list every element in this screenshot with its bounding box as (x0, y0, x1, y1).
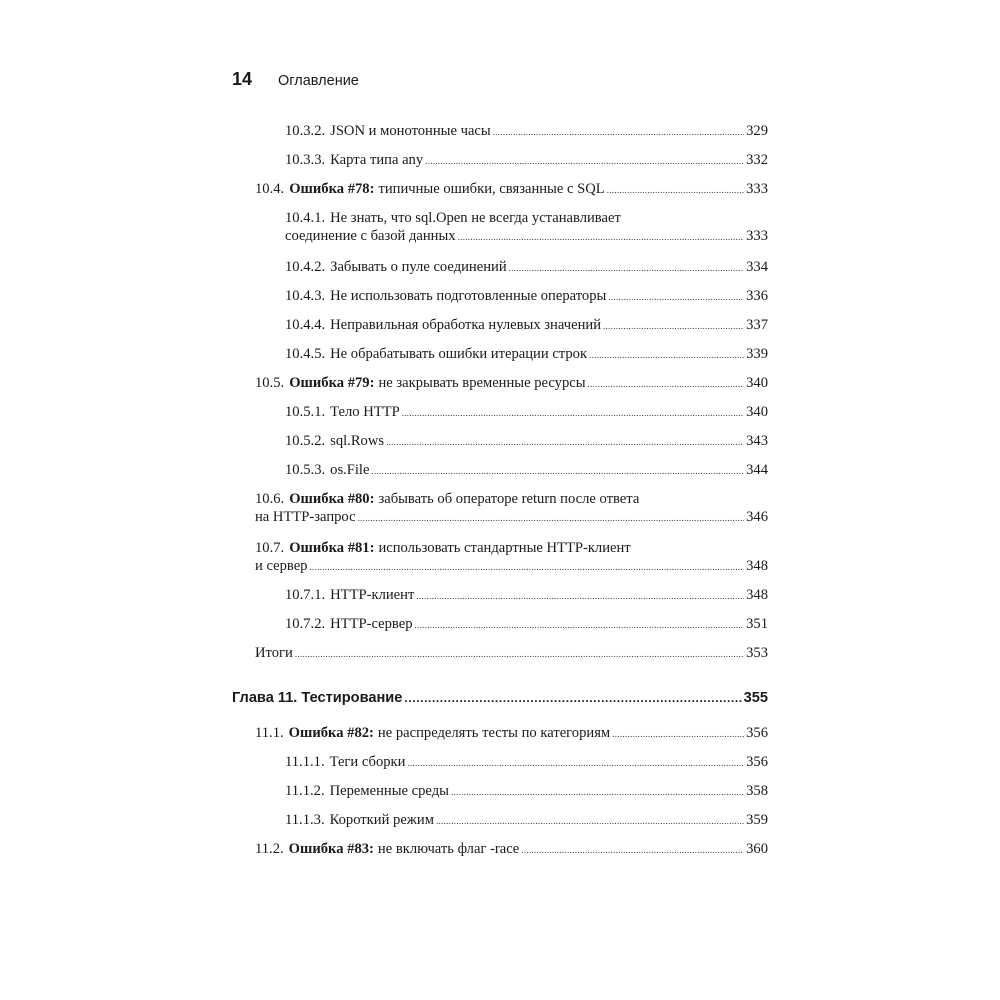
mistake-label: Ошибка #78: (289, 181, 375, 197)
dot-leader (509, 259, 744, 277)
entry-page: 353 (746, 645, 768, 661)
entry-page: 351 (746, 616, 768, 632)
dot-leader (371, 462, 744, 480)
entry-page: 333 (746, 228, 768, 244)
entry-page: 333 (746, 181, 768, 197)
entry-title: Переменные среды (329, 783, 449, 799)
entry-number: 10.4.2. (285, 259, 326, 275)
mistake-label: Ошибка #82: (288, 725, 374, 741)
dot-leader (402, 404, 744, 422)
entry-page: 329 (746, 123, 768, 139)
entry-number: 10.6. (255, 491, 285, 507)
dot-leader (603, 317, 744, 335)
entry-number: 11.1.3. (285, 812, 325, 828)
dot-leader (436, 812, 744, 830)
entry-page: 358 (746, 783, 768, 799)
entry-page: 332 (746, 152, 768, 168)
entry-number: 10.5.1. (285, 404, 326, 420)
entry-title: не включать флаг -race (377, 841, 520, 857)
running-head: Оглавление (278, 73, 359, 89)
dot-leader (608, 288, 744, 306)
dot-leader (458, 228, 745, 246)
entry-title: Теги сборки (329, 754, 406, 770)
dot-leader (607, 181, 744, 199)
toc-entry[interactable] (285, 345, 768, 364)
entry-page: 336 (746, 288, 768, 304)
dot-leader (416, 587, 744, 605)
dot-leader (407, 754, 744, 772)
toc-entry[interactable] (255, 539, 768, 576)
entry-page: 348 (746, 587, 768, 603)
entry-title-continued: и сервер (255, 558, 308, 574)
entry-title: Итоги (255, 645, 293, 661)
toc-entry[interactable] (255, 724, 768, 743)
mistake-label: Ошибка #83: (288, 841, 374, 857)
entry-title: Тело HTTP (330, 404, 400, 420)
entry-page: 344 (746, 462, 768, 478)
toc-entry[interactable] (285, 122, 768, 141)
toc-entry[interactable] (255, 490, 768, 527)
entry-number: 10.4. (255, 181, 285, 197)
entry-title: не закрывать временные ресурсы (378, 375, 586, 391)
entry-page: 334 (746, 259, 768, 275)
entry-title: JSON и монотонные часы (330, 123, 491, 139)
entry-number: 10.4.4. (285, 317, 326, 333)
entry-number: 11.1. (255, 725, 284, 741)
dot-leader (295, 645, 744, 663)
toc-entry[interactable] (255, 840, 768, 859)
toc-entry[interactable] (285, 403, 768, 422)
entry-number: 10.7.2. (285, 616, 326, 632)
entry-title: не распределять тесты по категориям (377, 725, 611, 741)
entry-page: 359 (746, 812, 768, 828)
chapter-entry[interactable] (232, 690, 768, 706)
toc-entry[interactable] (255, 374, 768, 393)
entry-page: 356 (746, 754, 768, 770)
toc-entry[interactable] (285, 586, 768, 605)
entry-title: Не знать, что sql.Open не всегда устанавливает (330, 210, 621, 226)
dot-leader (451, 783, 744, 801)
dot-leader (521, 841, 744, 859)
entry-number: 10.5. (255, 375, 285, 391)
dot-leader (358, 509, 745, 527)
entry-page: 337 (746, 317, 768, 333)
entry-title: sql.Rows (330, 433, 385, 449)
dot-leader (589, 346, 744, 364)
toc-entry[interactable] (255, 180, 768, 199)
entry-page: 346 (746, 509, 768, 525)
toc-entry[interactable] (285, 258, 768, 277)
entry-title: os.File (330, 462, 370, 478)
entry-number: 11.2. (255, 841, 284, 857)
entry-page: 348 (746, 558, 768, 574)
entry-number: 10.7.1. (285, 587, 326, 603)
toc-entry[interactable] (285, 461, 768, 480)
entry-page: 339 (746, 346, 768, 362)
entry-number: 10.3.2. (285, 123, 326, 139)
entry-title: Короткий режим (329, 812, 434, 828)
entry-number: 10.4.1. (285, 210, 326, 226)
entry-number: 11.1.1. (285, 754, 325, 770)
entry-title: забывать об операторе return после ответа (378, 491, 640, 507)
chapter-page: 355 (743, 690, 768, 706)
mistake-label: Ошибка #79: (289, 375, 375, 391)
entry-page: 343 (746, 433, 768, 449)
page-header (232, 69, 359, 90)
dot-leader (404, 691, 741, 705)
mistake-label: Ошибка #81: (289, 540, 375, 556)
entry-title: типичные ошибки, связанные с SQL (378, 181, 605, 197)
toc-entry[interactable] (285, 811, 768, 830)
chapter-title: Глава 11. Тестирование (232, 690, 403, 706)
entry-page: 356 (746, 725, 768, 741)
entry-title: Забывать о пуле соединений (330, 259, 507, 275)
entry-title: использовать стандартные HTTP-клиент (378, 540, 631, 556)
toc-entry[interactable] (285, 615, 768, 634)
entry-number: 10.5.3. (285, 462, 326, 478)
toc-entry[interactable] (255, 644, 768, 663)
entry-title-continued: соединение с базой данных (285, 228, 456, 244)
dot-leader (425, 152, 744, 170)
toc-entry[interactable] (285, 287, 768, 306)
entry-page: 360 (746, 841, 768, 857)
mistake-label: Ошибка #80: (289, 491, 375, 507)
toc-entry[interactable] (285, 753, 768, 772)
toc-entry[interactable] (285, 432, 768, 451)
toc-entry[interactable] (285, 209, 768, 246)
entry-title: HTTP-сервер (330, 616, 413, 632)
entry-number: 11.1.2. (285, 783, 325, 799)
entry-number: 10.4.3. (285, 288, 326, 304)
entry-title: Карта типа any (330, 152, 424, 168)
entry-title-continued: на HTTP-запрос (255, 509, 356, 525)
entry-title: Не обрабатывать ошибки итерации строк (330, 346, 588, 362)
dot-leader (386, 433, 744, 451)
entry-title: Не использовать подготовленные операторы (330, 288, 607, 304)
entry-number: 10.5.2. (285, 433, 326, 449)
dot-leader (612, 725, 744, 743)
dot-leader (415, 616, 745, 634)
dot-leader (309, 558, 744, 576)
dot-leader (588, 375, 745, 393)
page-number: 14 (232, 69, 253, 89)
entry-title: HTTP-клиент (330, 587, 415, 603)
entry-page: 340 (746, 375, 768, 391)
entry-number: 10.4.5. (285, 346, 326, 362)
entry-title: Неправильная обработка нулевых значений (330, 317, 602, 333)
entry-number: 10.3.3. (285, 152, 326, 168)
dot-leader (493, 123, 744, 141)
toc-entry[interactable] (285, 151, 768, 170)
entry-page: 340 (746, 404, 768, 420)
toc-entry[interactable] (285, 782, 768, 801)
toc-entry[interactable] (285, 316, 768, 335)
entry-number: 10.7. (255, 540, 285, 556)
